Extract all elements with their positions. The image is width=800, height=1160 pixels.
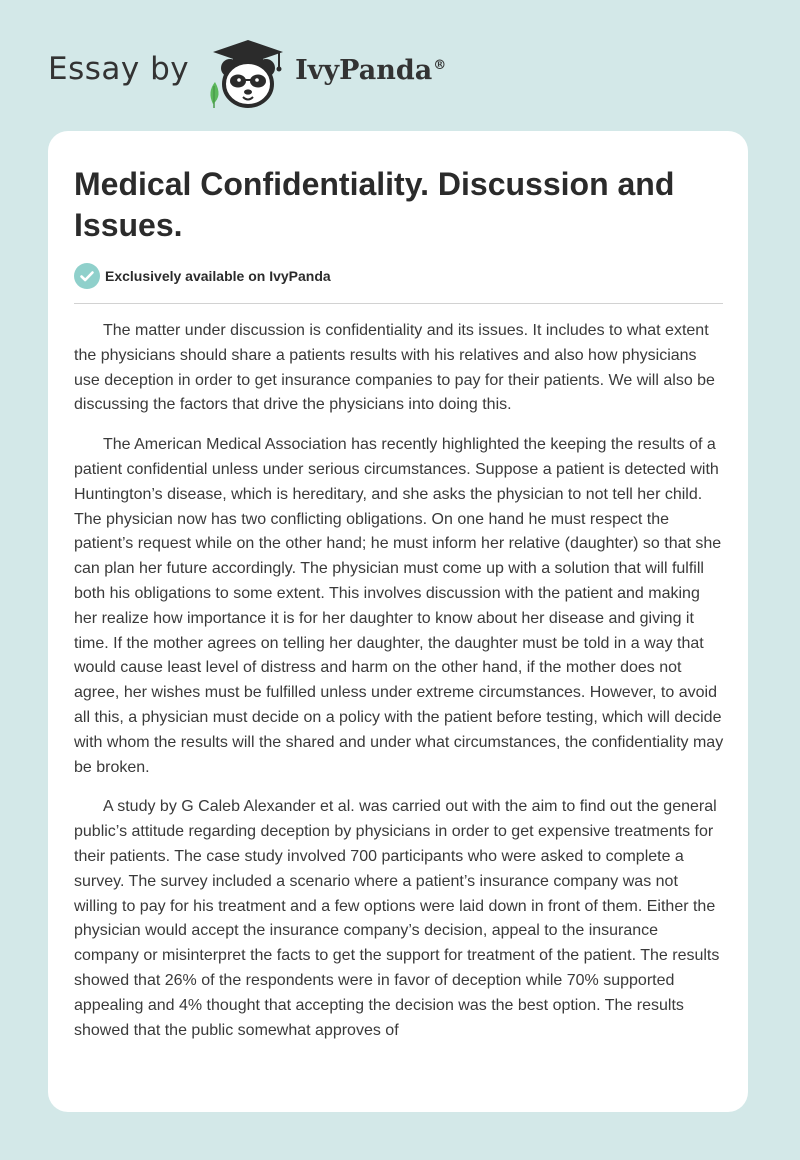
essay-body bbox=[74, 319, 724, 1058]
essay-by-label: Essay by bbox=[48, 51, 190, 87]
paragraph: A study by G Caleb Alexander et al. was carried out with the aim to find out the general public’s attitude regarding deception by physicians in order to get expensive treatments for their patients. The case study involved 700 participants who were asked to complete a survey. The survey included a scenario where a patient’s insurance company was not willing to pay for his treatment and a few options were laid down in front of them. Either the physician would accept the insurance company’s decision, appeal to the insurance company or misinterpret the facts to get the support for treatment of the patient. The results showed that 26% of the respondents were in favor of deception while 70% supported appealing and 4% thought that accepting the decision was the best option. The results showed that the public somewhat approves of bbox=[74, 798, 720, 1039]
essay-card bbox=[48, 131, 748, 1112]
divider bbox=[74, 303, 723, 304]
paragraph: The matter under discussion is confidentiality and its issues. It includes to what extent the physicians should share a patients results with his relatives and also how physicians use deception in order to get insurance companies to pay for their patients. We will also be discussing the factors that drive the physicians into doing this. bbox=[74, 322, 715, 414]
brand-name: IvyPanda® bbox=[295, 54, 447, 86]
registered-mark: ® bbox=[433, 57, 447, 73]
panda-graduate-logo[interactable] bbox=[203, 32, 293, 112]
paragraph: The American Medical Association has recently highlighted the keeping the results of a patient confidential unless under serious circumstances. Suppose a patient is detected with Huntington’s disease, which is hereditary, and she asks the physician to not tell her child. The physician now has two conflicting obligations. On one hand he must respect the patient’s request while on the other hand; he must inform her relative (daughter) so that she can plan her future accordingly. The physician must come up with a solution that will fulfill both his obligations to some extent. This involves discussion with the patient and making her realize how importance it is for her daughter to know about her disease and giving it time. If the mother agrees on telling her daughter, the daughter must be told in a way that would cause least level of distress and harm on the other hand, if the mother does not agree, her wishes must be fulfilled unless under extreme circumstances. However, to avoid all this, a physician must decide on a policy with the patient before testing, which will decide with whom the results will the shared and under what circumstances, the confidentiality may be broken. bbox=[74, 436, 724, 776]
site-header bbox=[48, 32, 446, 112]
exclusive-badge bbox=[74, 263, 331, 289]
exclusive-label: Exclusively available on IvyPanda bbox=[105, 268, 331, 284]
essay-title: Medical Confidentiality. Discussion and Issues. bbox=[74, 166, 675, 243]
check-circle-icon bbox=[74, 263, 100, 289]
